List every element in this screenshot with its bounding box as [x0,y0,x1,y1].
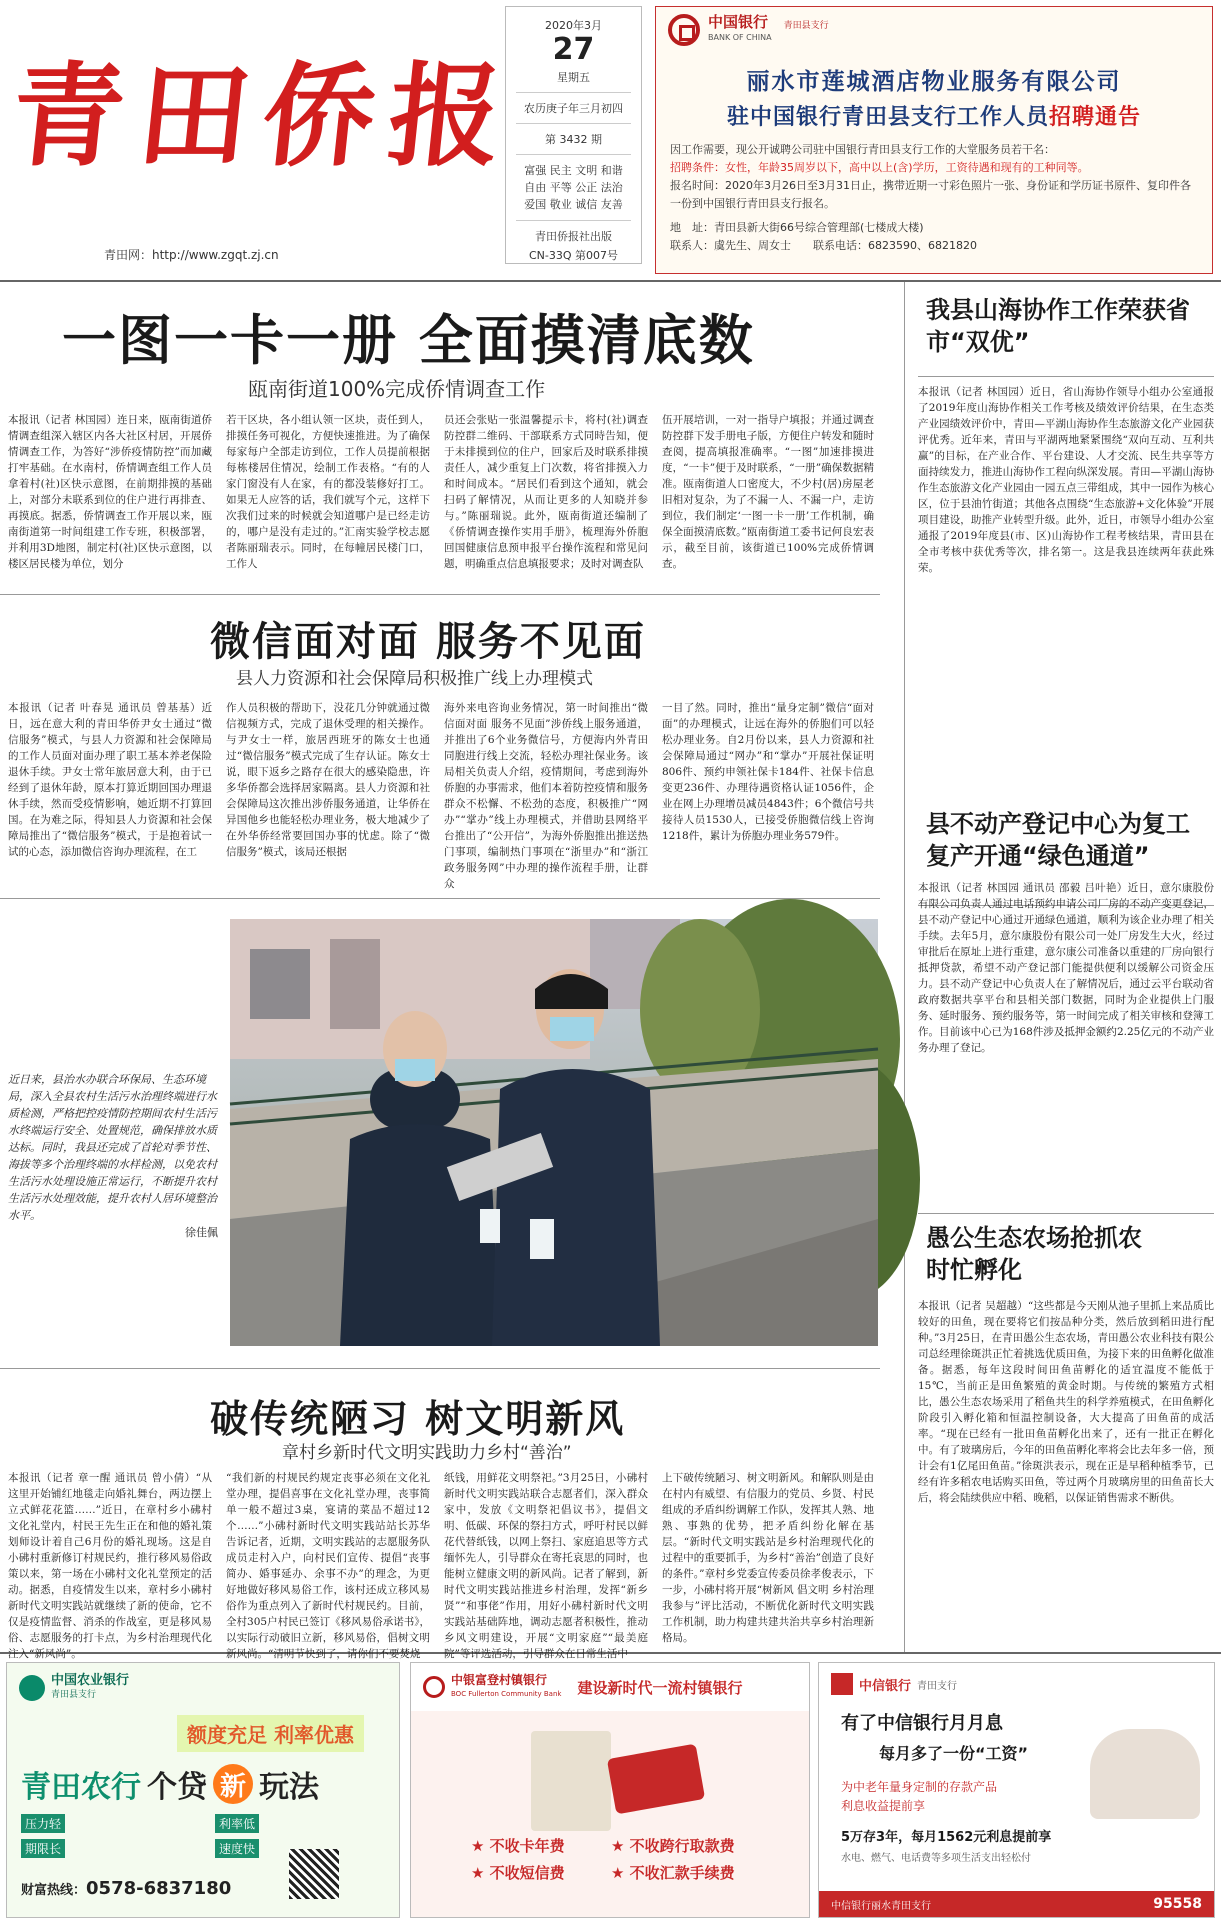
czb-benefit: ★ 不收跨行取款费 [611,1837,735,1855]
citic-header [819,1663,1214,1705]
publisher: 青田侨报社出版 [535,230,612,243]
caption-author: 徐佳佩 [185,1226,218,1239]
citic-desc: 为中老年量身定制的存款产品 [841,1780,998,1794]
abc-bank-ad[interactable] [6,1662,400,1918]
article-column: 员还会张贴一张温馨提示卡，将村(社)调查防控群二维码、干部联系方式同時告知，便于未排摸到位的住户，回家后及时联系排摸责任人，减少重复上门次数，将省排摸入力和时间成本。“居民们看到这个通知，就会扫码了解情况，从而让更多的人知晓并参与。”陈丽瑞说。此外，瓯南街道还编制了《侨情调查操作实用手册》，梳理海外侨胞回国健康信息预申报平台操作流程和常见问题，明确重点信息填报要求；及时对调查队 [444,414,648,570]
abc-product-a: 青田农行 [21,1770,141,1805]
abc-hotline [21,1878,231,1899]
abc-name [51,1673,129,1703]
article-column: 本报讯（记者 叶春晃 通讯员 曾基基）近日，远在意大利的青田华侨尹女士通过“微信服务”模式，与县人力资源和社会保障局的工作人员面对面办理了职工基本养老保险退休手续。尹女士常年旅居意大利，由于已经到了退休年龄，原本打算近期回国办理退休手续，然而受疫情影响，她近期不打算回国。在为难之际，得知县人力资源和社会保障局推出了“微信服务”模式，于是抱着试一试的心态，添加微信咨询办理流程，在工 [8,702,212,858]
date-box [505,6,642,264]
czb-illustration [411,1711,809,1835]
czb-benefits [411,1835,809,1883]
abc-product [7,1752,399,1806]
article-column: 伍开展培训，一对一指导户填报；并通过调查防控群下发手册电子版，方便住户转发和随时查阅，提高填报准确率。“一图”加速排摸进度，“一卡”便于及时联系，“一册”确保数据精准。瓯南街道人口密度大，不少村(居)房屋老旧相对复杂，为了不漏一人、不漏一户，走访到位，我们制定‘一图一卡一册’工作机制，确保全面摸清底数。”瓯南街道工委书记何良宏表示，截至目前，该街道已100%完成侨情调查。 [662,414,874,570]
boc-name [708,14,772,46]
article1-title[interactable]: 一图一卡一册 全面摸清底数 [62,309,755,372]
title-char: 青 [5,51,127,182]
abc-feature: 速度快 [215,1839,259,1858]
citic-rate: 5万存3年，每月1562元利息提前享 [841,1830,1052,1845]
article-column: 海外来电咨询业务情况，第一时间推出“微信面对面 服务不见面”涉侨线上服务通道，并推出了6个业务微信号，方便海内外青田同胞进行线上交流，轻松办理社保业务。该局相关负责人介绍，疫情期间，考虑到海外侨胞的办事需求，他们本着防控疫情和服务群众不松懈、不松劲的态度，积极推广“网办”“掌办”线上办理模式，并借助县网络平台推出了“公开信”，为海外侨胞推出推送热门事项，编制热门事项在“浙里办”和“浙江政务服务网”中办理的操作流程手册，让群众 [444,702,648,890]
abc-feature: 压力轻 [21,1814,65,1833]
article-column: 本报讯（记者 林国园）连日来，瓯南街道侨情调查组深入辖区内各大社区村居，开展侨情调查工作，为答好“涉侨疫情防控”而加藏打牢基础。在水南村，侨情调查组工作人员拿着村(社)区快示意图，在前期排摸的基础上，对部分未联系到位的住户进行再排查、再摸底。据悉，侨情调查工作开展以来，瓯南街道第一时间组建工作专班，积极部署，并利用3D地图，制定村(社)区快示意图，以楼区居民楼为单位，划分 [8,414,212,570]
day-number: 27 [552,32,595,67]
recruitment-ad[interactable] [655,6,1213,274]
bank-name: 中信银行 [859,1678,912,1694]
citic-footer [819,1891,1214,1917]
citic-slogan: 有了中信银行月月息 [841,1713,1003,1734]
divider [904,282,905,1652]
qr-code-icon[interactable] [289,1849,339,1899]
article-column: 一目了然。同时，推出“量身定制”微信“面对面”的办理模式，让远在海外的侨胞们可以轻松办理业务。自2月份以来，县人力资源和社会保障局通过“网办”和“掌办”开展社保证明806件、预约申领社保卡184件、社保卡信息变更236件、办理待遇资格认证1056件，企业在网上办理增员减员4843件；6个微信号共接待人员1530人，已接受侨胞微信线上咨询1218件，累计为侨胞办理业务579件。 [662,702,874,842]
abc-slogan: 额度充足 利率优惠 [177,1715,364,1752]
bank-name: 中银富登村镇银行 [451,1673,548,1687]
bank-name-en: BOC Fullerton Community Bank [451,1690,562,1698]
core-values [506,162,641,213]
ad-title-2 [656,100,1212,131]
abc-phone[interactable]: 0578-6837180 [86,1878,232,1899]
czb-bank-ad[interactable] [410,1662,810,1918]
article2-title[interactable]: 微信面对面 服务不见面 [210,619,646,665]
article-column: 本报讯（记者 林国园）近日，省山海协作领导小组办公室通报了2019年度山海协作相关工作考核及绩效评价结果，在生态类产业园绩效评价中，青田—平湖山海协作生态旅游文化产业园获评优秀。近年来，青田与平湖两地紧紧围绕“双向互动、互利共赢”的目标，在产业合作、平台建设、人才交流、民生共享等方面持续发力，推进山海协作工程向纵深发展。青田—平湖山海协作生态旅游文化产业园由一园五点三带组成，其中一园作为核心区，位于县油竹街道；其他各点围绕“生态旅游+文化体验”开展项目建设，助推产业转型升级。此外，近日，市领导小组办公室通报了2019年度县(市、区)山海协作工程考核结果，青田县在全市考核中获优秀等次，排名第一。这是我县连续两年获此殊荣。 [918,386,1214,574]
article-column: 本报讯（记者 章一醒 通讯员 曾小倩）“从这里开始铺红地毯走向婚礼舞台，两边摆上立式鲜花花篮……”近日，在章村乡小砩村文化礼堂内，村民王先生正在和他的婚礼策划师设计着自己6月份的婚礼现场。这是自小砩村重新修订村规民约，推行移风易俗政策以来，第一场在小砩村文化礼堂预定的活动。据悉，自疫情发生以来，章村乡小砩村新时代文明实践站就继续了新的使命，它不仅是疫情监督、消杀的作战室，更是移风易俗、志愿服务的打卡点，为乡村治理现代化注入“新风尚”。 [8,1472,212,1660]
czb-header [411,1663,809,1711]
ad-body [656,131,1212,255]
ad-line: 招聘条件：女性，年龄35周岁以下，高中以上(含)学历，工资待遇和现有的工种同等。 [670,161,1089,174]
citic-desc2: 利息收益提前享 [841,1799,926,1813]
abc-feature: 利率低 [215,1814,259,1833]
ad-line: 因工作需要，现公开诚聘公司驻中国银行青田县支行工作的大堂服务员若干名： [670,143,1055,156]
abc-header [7,1663,399,1713]
ad-contact: 联系人：虞先生、周女士 联系电话：6823590、6821820 [670,239,977,252]
issue-number: 第 3432 期 [545,133,602,146]
czb-slogan: 建设新时代一流村镇银行 [577,1678,743,1697]
article-column: 纸钱，用鲜花文明祭祀。”3月25日，小砩村新时代文明实践站联合志愿者们，深入群众家中，发放《文明祭祀倡议书》，提倡文明、低碳、环保的祭扫方式，呼吁村民以鲜花代替纸钱，以网上祭扫、家庭追思等方式缅怀先人，引导群众在寄托哀思的同时，也能树立健康文明的新风尚。记者了解到，新时代文明实践站推进乡村治理，发挥“新乡贤”“和事佬”作用，用好小砩村新时代文明实践站基础阵地，调动志愿者积极性，推动乡风文明建设，开展“文明家庭”“最美庭院”等评选活动，引导群众在日常生活中 [444,1472,648,1660]
abc-feature: 期限长 [21,1839,65,1858]
article-column: “我们新的村规民约规定丧事必须在文化礼堂办理，提倡喜事在文化礼堂办理，丧事简单一般不超过3桌，宴请的菜品不超过12个……”小砩村新时代文明实践站站长苏华告诉记者，近期，文明实践站的志愿服务队成员走村入户，向村民们宣传、提倡“丧事简办、婚事延办、余事不办”的理念，为更好地做好移风易俗工作，该村还成立移风易俗作为重点列入了新时代村规民约。目前，全村305户村民已签订《移风易俗承诺书》，以实际行动破旧立新，移风易俗，倡树文明新风尚。“清明节快到了，请你们不要焚烧 [226,1472,430,1660]
czb-benefit: ★ 不收卡年费 [471,1837,565,1855]
motto-line: 爱国 敬业 诚信 友善 [524,198,623,211]
citic-sub: 每月多了一份“工资” [879,1744,1029,1763]
year-month: 2020年3月 [545,19,602,32]
right-article1-title[interactable]: 我县山海协作工作荣获省市“双优” [926,296,1190,356]
ad-address: 地 址：青田县新大街66号综合管理部(七楼成大楼) [670,221,924,234]
right-article2-title[interactable]: 县不动产登记中心为复工复产开通“绿色通道” [926,810,1190,870]
building-icon [531,1731,611,1831]
divider [516,123,631,124]
article-column: 作人员积极的帮助下，没花几分钟就通过微信视频方式，完成了退休受理的相关操作。与尹女士一样，旅居西班牙的陈女士也通过“微信服务”模式完成了生存认证。陈女士说，眼下返乡之路存在很大的感染隐患，许多华侨都会选择居家隔离。县人力资源和社会保障局这次推出涉侨服务通道，让华侨在异国他乡也能轻松办理业务，极大地减少了在外华侨经常要回国办事的忧虑。除了“微信服务”模式，该局还根据 [226,702,430,858]
website-link[interactable]: 青田网：http://www.zgqt.zj.cn [104,248,279,262]
article-column: 本报讯（记者 吴超越）“这些都是今天刚从池子里抓上来品质比较好的田鱼，现在要将它们按品种分类，然后放到稻田进行配种。”3月25日，在青田愚公生态农场，青田愚公农业科技有限公司总经理徐斑洪正忙着挑选优质田鱼，为接下来的田鱼孵化做准备。据悉，每年这段时间田鱼苗孵化的适宜温度不能低于15℃，当前正是田鱼繁殖的黄金时期。与传统的繁殖方式相比，愚公生态农场采用了稻鱼共生的科学养殖模式，在田鱼孵化阶段引入孵化箱和恒温控制设备，大大提高了田鱼苗的成活率。“现在已经有一批田鱼苗孵化出来了，还有一批正在孵化中。有了玻璃房后，今年的田鱼苗孵化率将会比去年多一倍，预计会有1亿尾田鱼苗。”徐斑洪表示，现在正是早稻种植季节，已经有许多稻农电话购买田鱼，等过两个月玻璃房里的田鱼苗长大后，将会陆续供应中稻、晚稻，以保证销售需求不断供。 [918,1300,1214,1504]
divider [0,898,880,899]
boc-logo-icon [668,14,700,46]
citic-bank-ad[interactable] [818,1662,1215,1918]
cn-number: CN-33Q 第007号 [528,249,619,262]
divider [918,1213,1214,1214]
article3-subtitle: 章村乡新时代文明实践助力乡村“善治” [282,1443,572,1463]
abc-features [7,1806,399,1858]
czb-benefit: ★ 不收汇款手续费 [611,1864,735,1882]
bank-name-en: BANK OF CHINA [708,33,772,42]
boc-header [656,7,1212,53]
photo-caption [8,1071,218,1241]
bank-name: 中国银行 [708,13,769,31]
divider [0,1368,880,1369]
ad-title-2a: 驻中国银行青田县支行工作人员 [726,105,1049,130]
bank-card-icon [607,1744,705,1815]
divider [918,376,1214,377]
boc-branch: 青田县支行 [783,20,829,31]
abc-logo-icon [19,1675,45,1701]
elderly-couple-icon [1090,1729,1200,1819]
article-column: 若干区块，各小组认领一区块，责任到人，排摸任务可视化，方便快速推进。为了确保每家每户全部走访到位，工作人员提前根据每栋楼居住情况，绘制工作表格。“有的人家门窗没有人在家，有的都没装修好打工。如果无人应答的话，我们就写个元，这样下次我们过来的时候就会知道哪户是已经走访的，哪户是没有走过的。”汇南实验学校志愿者陈丽瑞表示。同时，在每幢居民楼门口，工作人 [226,414,430,570]
divider [516,92,631,93]
water-testing-photo [230,919,878,1346]
motto-line: 自由 平等 公正 法治 [524,181,623,194]
divider [516,154,631,155]
article2-subtitle: 县人力资源和社会保障局积极推广线上办理模式 [236,669,593,689]
citic-phone[interactable]: 95558 [1153,1896,1202,1912]
bank-branch: 青田县支行 [51,1690,97,1700]
title-char: 田 [130,51,253,182]
abc-phone-label: 财富热线： [21,1883,87,1898]
title-char: 侨 [256,51,379,182]
bank-branch: 青田支行 [917,1680,958,1692]
abc-feature-row [21,1814,387,1833]
weekday: 星期五 [557,71,590,84]
bank-name: 中国农业银行 [51,1673,130,1688]
article1-subtitle: 瓯南街道100%完成侨情调查工作 [248,377,546,401]
motto-line: 富强 民主 文明 和谐 [524,164,623,177]
caption-text: 近日来，县治水办联合环保局、生态环境局，深入全县农村生活污水治理终端进行水质检测，严格把控疫情防控期间农村生活污水终端运行安全、处置规范，确保排放水质达标。同时，我县还完成了首轮对季节性、海拔等多个治理终端的水样检测，以免农村生活污水处理设施正常运行，不断提升农村生活污水处理效能，提升农村人居环境整治水平。 [8,1073,217,1222]
news-photo [230,919,878,1346]
abc-product-new: 新 [213,1764,253,1804]
czb-benefit: ★ 不收短信费 [471,1864,565,1882]
article3-title[interactable]: 破传统陋习 树文明新风 [210,1397,626,1441]
divider [0,594,880,595]
citic-logo-icon [831,1673,853,1695]
citic-note: 水电、燃气、电话费等多项生活支出轻松付 [841,1853,1031,1864]
abc-product-b: 个贷 [147,1770,207,1805]
czb-name [451,1673,561,1701]
ad-title: 丽水市莲城酒店物业服务有限公司 [746,69,1122,95]
title-char: 报 [382,51,504,182]
article-column: 本报讯（记者 林国园 通讯员 邵毅 吕叶艳）近日，意尔康股份有限公司负责人通过电话预约申请公司厂房的不动产变更登记，县不动产登记中心通过开通绿色通道，顺利为该企业办理了相关手续。去年5月，意尔康股份有限公司一处厂房发生大火，经过审批后在原址上进行重建，意尔康公司准备以重建的厂房向银行抵押贷款，希望不动产登记部门能提供便利以缓解公司资金压力。县不动产登记中心负责人在了解情况后，通过云平台联动省政府数据共享平台和县相关部门数据，同时为企业提供上门服务、延时服务、预约服务等，第一时间完成了相关审核和登簿工作。目前该中心已为168件涉及抵押金额约2.25亿元的不动产业务办理了登记。 [918,882,1214,1054]
divider [516,220,631,221]
newspaper-title [5,22,504,212]
czb-logo-icon [423,1676,445,1698]
ad-title-2b: 招聘通告 [1049,105,1142,130]
citic-address: 中信银行丽水青田支行 [831,1900,931,1912]
abc-product-d: 玩法 [259,1770,319,1805]
article-column: 上下破传统陋习、树文明新风。和解队则是由在村内有威望、有信服力的党员、乡贤、村民组成的矛盾纠纷调解工作队，发挥其人熟、地熟、事熟的优势，把矛盾纠纷化解在基层。“新时代文明实践站是乡村治理现代化的过程中的重要抓手，为乡村“善治”创造了良好的条件。”章村乡党委宣传委员徐孝俊表示，下一步，小砩村将开展“树新风 倡文明 乡村治理我参与”评比活动，不断优化新时代文明实践工作机制，助力构建共建共治共享乡村治理新格局。 [662,1472,874,1644]
lunar-date: 农历庚子年三月初四 [524,102,623,115]
right-article3-title[interactable]: 愚公生态农场抢抓农时忙孵化 [926,1224,1142,1284]
divider [0,280,1221,282]
ad-line: 报名时间：2020年3月26日至3月31日止，携带近期一寸彩色照片一张、身份证和学历证书原件、复印件各一份到中国银行青田县支行报名。 [670,179,1191,210]
